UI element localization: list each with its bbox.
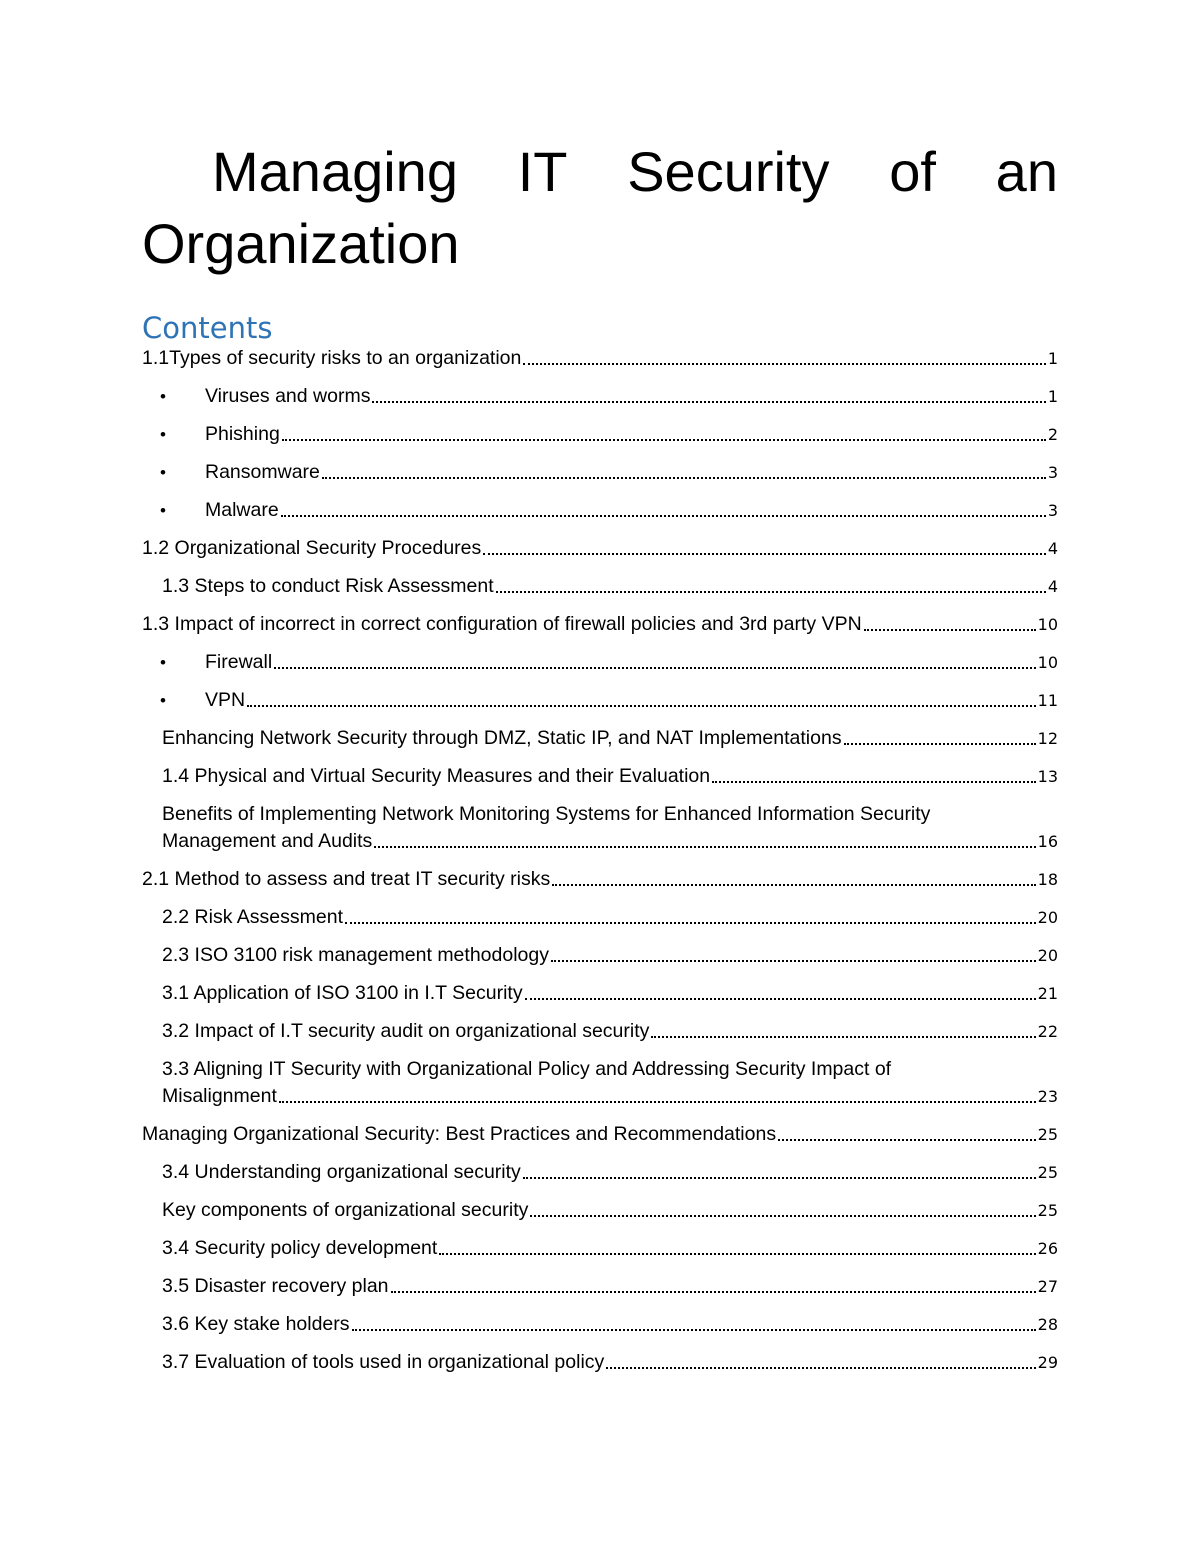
toc-page-number: 4: [1047, 539, 1058, 558]
dot-leader: [496, 591, 1046, 593]
toc-page-number: 16: [1037, 832, 1058, 851]
toc-entry[interactable]: [142, 459, 1058, 486]
toc-entry[interactable]: [142, 980, 1058, 1007]
title-word: IT: [517, 140, 568, 203]
bullet-icon: •: [160, 463, 166, 482]
toc-entry[interactable]: [142, 345, 1058, 372]
toc-entry[interactable]: [142, 1197, 1058, 1224]
toc-page-number: 18: [1037, 870, 1058, 889]
title-line-2: Organization: [142, 212, 460, 275]
toc-entry-text: Key components of organizational security: [162, 1199, 529, 1221]
toc-entry-text: 1.4 Physical and Virtual Security Measures and their Evaluation: [162, 765, 711, 787]
dot-leader: [372, 401, 1045, 403]
dot-leader: [523, 1177, 1036, 1179]
toc-entry[interactable]: [142, 1159, 1058, 1186]
toc-entry[interactable]: [142, 725, 1058, 752]
toc-entry-text: Ransomware: [205, 461, 320, 483]
dot-leader: [552, 884, 1035, 886]
title-word: Security: [627, 140, 830, 203]
toc-entry-line: [162, 1083, 1058, 1110]
toc-entry-text: Phishing: [205, 423, 280, 445]
toc-entry-text: 3.4 Understanding organizational security: [162, 1161, 521, 1183]
dot-leader: [778, 1139, 1036, 1141]
dot-leader: [282, 439, 1046, 441]
toc-page-number: 25: [1037, 1125, 1058, 1144]
toc-entry[interactable]: [142, 497, 1058, 524]
dot-leader: [279, 1101, 1036, 1103]
toc-entry-text: 3.6 Key stake holders: [162, 1313, 350, 1335]
dot-leader: [247, 705, 1036, 707]
toc-page-number: 28: [1037, 1315, 1058, 1334]
toc-entry-text: 3.3 Aligning IT Security with Organizational Policy and Addressing Security Impact of: [162, 1058, 892, 1080]
dot-leader: [606, 1367, 1035, 1369]
toc-entry[interactable]: [142, 687, 1058, 714]
toc-page-number: 13: [1037, 767, 1058, 786]
toc-page-number: 27: [1037, 1277, 1058, 1296]
title-word: of: [889, 140, 936, 203]
toc-entry[interactable]: [142, 421, 1058, 448]
toc-entry[interactable]: [142, 1235, 1058, 1262]
toc-entry-text: Enhancing Network Security through DMZ, Static IP, and NAT Implementations: [162, 727, 842, 749]
toc-entry-text: 3.7 Evaluation of tools used in organizational policy: [162, 1351, 605, 1373]
toc-entry-text: 2.1 Method to assess and treat IT security risks: [142, 868, 551, 890]
toc-entry[interactable]: [142, 649, 1058, 676]
toc-entry[interactable]: [142, 1311, 1058, 1338]
toc-entry[interactable]: [142, 611, 1058, 638]
toc-page-number: 10: [1037, 653, 1058, 672]
toc-entry[interactable]: [142, 942, 1058, 969]
dot-leader: [281, 515, 1046, 517]
dot-leader: [274, 667, 1035, 669]
dot-leader: [483, 553, 1046, 555]
toc-page-number: 10: [1037, 615, 1058, 634]
document-title: [142, 136, 1058, 280]
dot-leader: [651, 1036, 1035, 1038]
toc-entry[interactable]: [142, 904, 1058, 931]
contents-heading: Contents: [142, 311, 273, 345]
dot-leader: [712, 781, 1036, 783]
toc-page-number: 20: [1037, 908, 1058, 927]
dot-leader: [352, 1329, 1036, 1331]
dot-leader: [391, 1291, 1036, 1293]
toc-entry-text: Malware: [205, 499, 279, 521]
toc-entry-text: 1.1Types of security risks to an organization: [142, 347, 522, 369]
toc-page-number: 25: [1037, 1201, 1058, 1220]
bullet-icon: •: [160, 501, 166, 520]
toc-page-number: 29: [1037, 1353, 1058, 1372]
toc-page-number: 12: [1037, 729, 1058, 748]
dot-leader: [322, 477, 1046, 479]
toc-entry[interactable]: [142, 763, 1058, 790]
toc-entry[interactable]: [142, 801, 1058, 855]
toc-entry[interactable]: [142, 573, 1058, 600]
toc-entry[interactable]: [142, 535, 1058, 562]
toc-entry-text: 3.2 Impact of I.T security audit on organizational security: [162, 1020, 650, 1042]
dot-leader: [530, 1215, 1035, 1217]
toc-entry[interactable]: [142, 866, 1058, 893]
bullet-icon: •: [160, 387, 166, 406]
toc-page-number: 22: [1037, 1022, 1058, 1041]
toc-entry-text: 1.3 Impact of incorrect in correct configuration of firewall policies and 3rd party VPN: [142, 613, 862, 635]
toc-entry-text: 3.5 Disaster recovery plan: [162, 1275, 389, 1297]
bullet-icon: •: [160, 653, 166, 672]
toc-page-number: 1: [1047, 349, 1058, 368]
toc-entry-text: VPN: [205, 689, 246, 711]
toc-entry-text: 1.3 Steps to conduct Risk Assessment: [162, 575, 494, 597]
toc-page-number: 11: [1037, 691, 1058, 710]
toc-entry-text: 2.3 ISO 3100 risk management methodology: [162, 944, 549, 966]
toc-entry-text: Managing Organizational Security: Best Practices and Recommendations: [142, 1123, 777, 1145]
toc-page-number: 23: [1037, 1087, 1058, 1106]
dot-leader: [844, 743, 1036, 745]
bullet-icon: •: [160, 691, 166, 710]
dot-leader: [345, 922, 1036, 924]
toc-entry-text: 3.1 Application of ISO 3100 in I.T Security: [162, 982, 523, 1004]
toc-entry-line: [162, 828, 1058, 855]
toc-entry-text: Viruses and worms: [205, 385, 371, 407]
toc-page-number: 20: [1037, 946, 1058, 965]
toc-entry-text: 2.2 Risk Assessment: [162, 906, 343, 928]
toc-page-number: 26: [1037, 1239, 1058, 1258]
toc-page-number: 4: [1047, 577, 1058, 596]
dot-leader: [551, 960, 1036, 962]
dot-leader: [864, 629, 1036, 631]
toc-entry-text: 3.4 Security policy development: [162, 1237, 438, 1259]
toc-entry-text: Benefits of Implementing Network Monitoring Systems for Enhanced Information Security: [162, 803, 931, 825]
table-of-contents: [142, 345, 1058, 1387]
toc-entry[interactable]: [142, 383, 1058, 410]
toc-page-number: 3: [1047, 463, 1058, 482]
dot-leader: [525, 998, 1036, 1000]
toc-page-number: 21: [1037, 984, 1058, 1003]
toc-page-number: 3: [1047, 501, 1058, 520]
bullet-icon: •: [160, 425, 166, 444]
dot-leader: [374, 846, 1035, 848]
toc-entry-text: Management and Audits: [162, 830, 373, 852]
toc-entry[interactable]: [142, 1349, 1058, 1376]
toc-entry-text: 1.2 Organizational Security Procedures: [142, 537, 482, 559]
toc-entry[interactable]: [142, 1121, 1058, 1148]
toc-page-number: 2: [1047, 425, 1058, 444]
dot-leader: [439, 1253, 1035, 1255]
title-word: Managing: [212, 140, 458, 203]
title-word: an: [995, 140, 1058, 203]
toc-entry[interactable]: [142, 1273, 1058, 1300]
toc-entry-text: Firewall: [205, 651, 273, 673]
toc-entry[interactable]: [142, 1018, 1058, 1045]
dot-leader: [523, 363, 1045, 365]
title-line-1: [142, 136, 1058, 208]
toc-entry-text: Misalignment: [162, 1085, 277, 1107]
toc-page-number: 25: [1037, 1163, 1058, 1182]
toc-page-number: 1: [1047, 387, 1058, 406]
toc-entry[interactable]: [142, 1056, 1058, 1110]
